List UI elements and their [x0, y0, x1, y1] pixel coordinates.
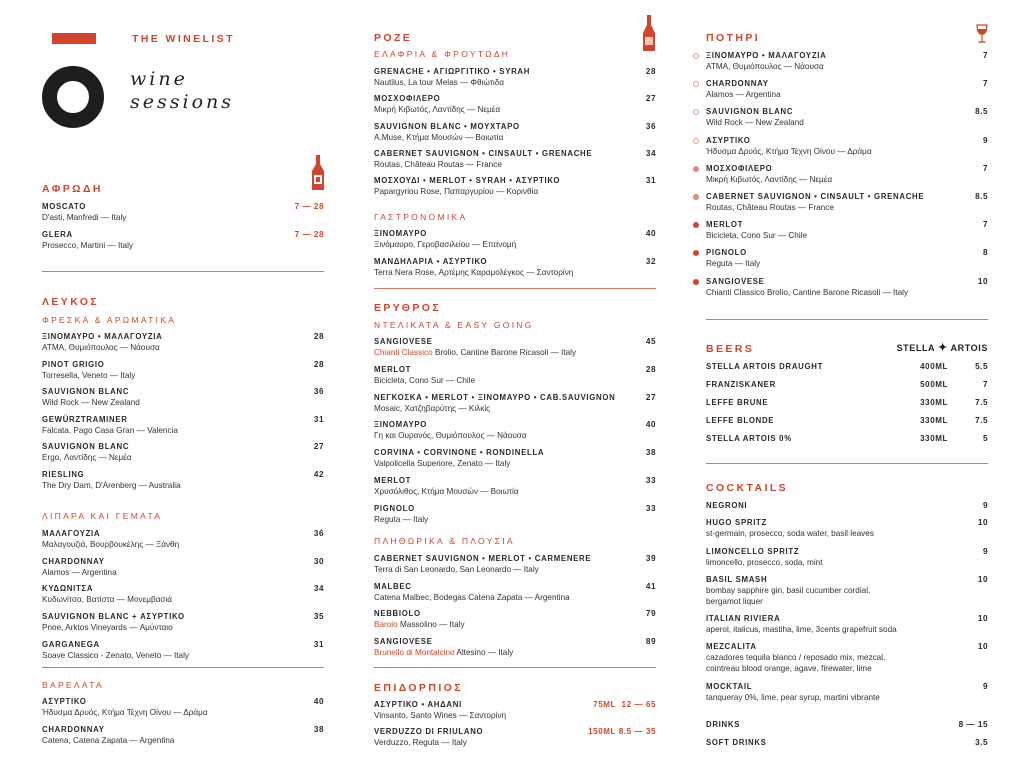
item-description: Falcata, Pago Casa Gran — Valencia	[42, 425, 178, 435]
item-description: Routas, Château Routas — France	[706, 203, 834, 212]
item-price: 27	[645, 94, 656, 104]
brand-logo-ring	[42, 66, 104, 128]
item-description: Μικρή Κιβωτός, Λαντίδης — Νεμέα	[374, 105, 501, 115]
item-name: ΚΥΔΩΝΙΤΣΑ	[42, 584, 94, 594]
menu-item	[42, 202, 324, 223]
menu-item	[706, 51, 988, 72]
menu-item	[374, 176, 656, 197]
item-description: aperol, italicus, mastiha, lime, 3cents grapefruit soda	[706, 625, 897, 634]
menu-item	[374, 476, 656, 497]
item-name: SAUVIGNON BLANC • ΜΟΥΧΤΑΡΟ	[374, 121, 520, 131]
item-description: A.Muse, Κτήμα Μουσών — Βοιωτία	[374, 132, 504, 142]
group-title-roze-gastro: ΓΑΣΤΡΟΝΟΜΙΚΑ	[374, 212, 468, 222]
group-title-lefkos-full: ΛΙΠΑΡΑ ΚΑΙ ΓΕΜΑΤΑ	[42, 511, 163, 521]
item-description: D'asti, Manfredi — Italy	[42, 213, 127, 222]
glass-dot-icon	[693, 222, 699, 228]
glass-dot-icon	[693, 279, 699, 285]
item-price: 7.5	[975, 416, 988, 425]
item-name: CORVINA • CORVINONE • RONDINELLA	[374, 448, 545, 458]
star-icon: ✦	[937, 342, 948, 354]
divider	[706, 463, 988, 464]
item-description: bombay sapphire gin, basil cucumber cordial,	[706, 586, 871, 595]
menu-item	[42, 557, 324, 578]
rose-bottle-icon	[642, 15, 656, 52]
glass-dot-icon	[693, 138, 699, 144]
item-name: ΑΣΥΡΤΙΚΟ • ΑΗΔΑΝΙ	[374, 700, 462, 709]
item-description: Terra Nera Rose, Αρτέμης Καραμολέγκος — Σαντορίνη	[374, 267, 574, 277]
menu-item	[706, 501, 988, 511]
item-name: NEBBIOLO	[374, 609, 421, 619]
menu-item	[706, 614, 988, 635]
item-price: 10	[977, 276, 988, 286]
column-1	[42, 0, 324, 780]
item-price: 40	[313, 697, 324, 706]
item-price: 33	[645, 503, 656, 513]
item-name: ΜΑΝΔΗΛΑΡΙΑ • ΑΣΥΡΤΙΚΟ	[374, 256, 488, 266]
group-title-lefkos-barrel: ΒΑΡΕΛΑΤΑ	[42, 680, 105, 690]
item-name: LIMONCELLO SPRITZ	[706, 547, 800, 556]
item-name: STELLA ARTOIS DRAUGHT	[706, 362, 824, 371]
menu-item	[706, 220, 988, 241]
item-description: Ξινόμαυρο, Γεροβασιλείου — Επανομή	[374, 240, 517, 249]
item-name: ΝΕΓΚΟΣΚΑ • MERLOT • ΞΙΝΟΜΑΥΡΟ • CAB.SAUVIGNON	[374, 392, 616, 402]
menu-item	[706, 380, 988, 390]
group-title-erythros-easy: ΝΤΕΛΙΚΑΤΑ & EASY GOING	[374, 320, 534, 330]
menu-item	[706, 248, 988, 269]
section-title-potiri: ΠΟΤΗΡΙ	[706, 32, 761, 44]
item-description: ΑΤΜΑ, Θυμιόπουλος — Νάουσα	[42, 343, 160, 352]
item-price: 28	[313, 332, 324, 341]
brand-logo-text-2: sessions	[130, 91, 234, 113]
item-description: Papargyriou Rose, Παπαργυρίου — Κορινθία	[374, 187, 539, 197]
item-price: 28	[645, 364, 656, 374]
menu-item	[42, 470, 324, 491]
item-description-text: Massolino — Italy	[399, 620, 465, 630]
glass-dot-icon	[693, 53, 699, 59]
item-price: 7	[982, 51, 988, 60]
menu-item	[374, 122, 656, 143]
menu-item	[42, 640, 324, 661]
item-name: DRINKS	[706, 720, 741, 729]
item-appellation: Barolo	[374, 620, 398, 630]
menu-item	[374, 727, 656, 748]
menu-item	[42, 442, 324, 463]
menu-item	[42, 415, 324, 436]
menu-item	[706, 434, 988, 444]
item-name: ΑΣΥΡΤΙΚΟ	[42, 697, 87, 706]
item-name: GARGANEGA	[42, 639, 100, 649]
menu-item	[374, 609, 656, 630]
item-price: 38	[645, 448, 656, 458]
item-description: Μικρή Κιβωτός, Λαντίδης — Νεμέα	[706, 174, 833, 184]
item-description-text: Altesino — Italy	[456, 647, 514, 657]
divider	[42, 667, 324, 668]
item-description: Bicicleta, Cono Sur — Chile	[706, 231, 808, 241]
menu-item	[706, 107, 988, 128]
item-description: Κυδωνίτσα, Βατίστα — Μονεμβασιά	[42, 595, 173, 605]
item-description	[374, 347, 656, 358]
item-price: 8 — 15	[958, 720, 988, 729]
menu-item	[42, 230, 324, 251]
item-name: ΞΙΝΟΜΑΥΡΟ • ΜΑΛΑΓΟΥΖΙΑ	[706, 51, 827, 60]
brand-title: THE WINELIST	[132, 33, 235, 45]
item-name: ΞΙΝΟΜΑΥΡΟ	[374, 229, 428, 238]
menu-item	[374, 94, 656, 115]
menu-item	[42, 529, 324, 550]
item-price: 7 — 28	[294, 202, 324, 211]
item-price: 34	[313, 584, 324, 594]
item-name: CHARDONNAY	[706, 79, 769, 89]
item-price: 5.5	[975, 362, 988, 371]
item-price: 36	[313, 529, 324, 538]
item-name: VERDUZZO DI FRIULANO	[374, 727, 484, 736]
item-description: Wild Rock — New Zealand	[42, 398, 140, 408]
item-description: Soave Classico - Zenato, Veneto — Italy	[42, 650, 189, 660]
item-price: 40	[645, 229, 656, 238]
item-price: 40	[645, 420, 656, 430]
item-description: Wild Rock — New Zealand	[706, 118, 804, 128]
item-description: Pnoe, Arktos Vineyards — Αμύνταιο	[42, 623, 173, 633]
menu-item	[42, 360, 324, 381]
item-name: GEWÜRZTRAMINER	[42, 414, 128, 424]
menu-item	[374, 67, 656, 88]
menu-item	[706, 682, 988, 703]
item-description	[374, 619, 656, 630]
section-title-roze: ΡΟΖΕ	[374, 32, 413, 44]
item-description	[374, 647, 656, 658]
divider	[374, 667, 656, 668]
menu-item	[706, 547, 988, 568]
item-description: Valpolicella Superiore, Zenato — Italy	[374, 459, 511, 469]
menu-item	[374, 554, 656, 575]
item-price: 89	[645, 636, 656, 646]
item-price: 27	[645, 392, 656, 402]
item-description: Alamos — Argentina	[42, 567, 117, 577]
item-name: ΑΣΥΡΤΙΚΟ	[706, 135, 751, 145]
item-name: CHARDONNAY	[42, 556, 105, 566]
item-name: MERLOT	[374, 476, 412, 485]
item-price: 79	[645, 609, 656, 619]
item-volume: 150ML	[588, 727, 616, 736]
item-description: Χρυσόλιθος, Κτήμα Μουσών — Βοιωτία	[374, 487, 519, 496]
menu-item	[706, 575, 988, 607]
item-name: SAUVIGNON BLANC	[706, 107, 794, 117]
item-volume: 75ML	[593, 700, 616, 709]
item-volume: 330ML	[920, 416, 948, 425]
item-description: Ήδυσμα Δρυός, Κτήμα Τέχνη Οίνου — Δράμα	[42, 708, 208, 717]
menu-item	[706, 192, 988, 213]
section-title-epidorpios: ΕΠΙΔΟΡΠΙΟΣ	[374, 682, 463, 694]
item-price: 45	[645, 337, 656, 346]
menu-item	[374, 337, 656, 358]
menu-item	[374, 582, 656, 603]
item-name: MOCKTAIL	[706, 682, 753, 691]
item-price: 9	[982, 501, 988, 510]
menu-item	[42, 697, 324, 718]
menu-item	[42, 725, 324, 746]
item-price: 28	[313, 359, 324, 369]
item-name: ΜΟΣΧΟΦΙΛΕΡΟ	[706, 163, 773, 173]
item-name: CHARDONNAY	[42, 725, 105, 734]
item-appellation: Chianti Classico	[374, 348, 433, 357]
item-price: 32	[645, 256, 656, 266]
item-name: GLERA	[42, 230, 73, 239]
item-description-line2: cointreau blood orange, agave, firewater, lime	[706, 664, 872, 673]
glass-dot-icon	[693, 250, 699, 256]
item-price: 39	[645, 554, 656, 563]
item-price: 8.5	[975, 192, 988, 201]
item-volume: 500ML	[920, 380, 948, 389]
item-description-line2: bergamot liquer	[706, 597, 763, 606]
menu-item	[374, 700, 656, 721]
item-description: Ήδυσμα Δρυός, Κτήμα Τέχνη Οίνου — Δράμα	[706, 146, 872, 156]
menu-item	[42, 612, 324, 633]
item-name: SOFT DRINKS	[706, 738, 767, 747]
item-name: BASIL SMASH	[706, 575, 768, 584]
item-price: 36	[313, 387, 324, 397]
item-name: PIGNOLO	[706, 248, 747, 258]
item-description: Verduzzo, Reguta — Italy	[374, 738, 467, 747]
item-name: SANGIOVESE	[706, 276, 765, 286]
item-price: 7	[982, 220, 988, 230]
item-description: limoncello, prosecco, soda, mint	[706, 558, 823, 567]
divider	[42, 271, 324, 272]
item-description: Ergo, Λαντίδης — Νεμέα	[42, 453, 132, 463]
item-price: 31	[313, 639, 324, 649]
group-title-roze-light: ΕΛΑΦΡΙΑ & ΦΡΟΥΤΩΔΗ	[374, 49, 511, 59]
item-price: 10	[977, 642, 988, 651]
glass-dot-icon	[693, 166, 699, 172]
item-price: 9	[982, 547, 988, 556]
item-description: Alamos — Argentina	[706, 90, 781, 100]
item-price: 9	[982, 135, 988, 145]
menu-item	[706, 518, 988, 539]
column-2	[374, 0, 656, 780]
item-name: SAUVIGNON BLANC + ΑΣΥΡΤΙΚΟ	[42, 612, 185, 622]
item-name: MALBEC	[374, 581, 412, 591]
item-price: 10	[977, 614, 988, 623]
logo-word-stella: STELLA	[896, 343, 935, 353]
item-price: 8.5	[975, 107, 988, 117]
item-name: CABERNET SAUVIGNON • CINSAULT • GRENACHE	[374, 148, 593, 158]
menu-item	[706, 362, 988, 372]
menu-item	[42, 387, 324, 408]
item-description: Routas, Château Routas — France	[374, 159, 502, 169]
sparkling-bottle-icon	[311, 155, 325, 191]
menu-item	[42, 584, 324, 605]
item-description: Prosecco, Martini — Italy	[42, 241, 133, 250]
menu-item	[706, 164, 988, 185]
item-name: HUGO SPRITZ	[706, 518, 767, 527]
item-price: 27	[313, 442, 324, 452]
item-description: Γη και Ουρανός, Θυμιόπουλος — Νάουσα	[374, 431, 527, 441]
divider	[706, 319, 988, 320]
item-price: 42	[313, 470, 324, 479]
stella-artois-logo	[897, 341, 988, 354]
item-appellation: Brunello di Montalcino	[374, 647, 455, 657]
menu-item	[706, 79, 988, 100]
menu-item	[374, 229, 656, 250]
item-description: Nautilus, La tour Melas — Φθιώτιδα	[374, 78, 504, 87]
item-price: 10	[977, 518, 988, 527]
item-price: 9	[982, 682, 988, 691]
group-title-erythros-rich: ΠΛΗΘΩΡΙΚΑ & ΠΛΟΥΣΙΑ	[374, 536, 515, 546]
glass-dot-icon	[693, 81, 699, 87]
group-title-lefkos-fresh: ΦΡΕΣΚΑ & ΑΡΩΜΑΤΙΚΑ	[42, 315, 177, 325]
item-description: ΑΤΜΑ, Θυμιόπουλος — Νάουσα	[706, 62, 824, 71]
item-description: Reguta — Italy	[374, 514, 429, 524]
menu-item	[706, 720, 988, 730]
item-description: Bicicleta, Cono Sur — Chile	[374, 375, 476, 385]
item-price: 41	[645, 581, 656, 591]
menu-item	[374, 149, 656, 170]
item-name: CABERNET SAUVIGNON • MERLOT • CARMENERE	[374, 554, 592, 563]
logo-word-artois: ARTOIS	[950, 343, 988, 353]
item-name: CABERNET SAUVIGNON • CINSAULT • GRENACHE	[706, 192, 925, 201]
wine-glass-icon	[975, 24, 989, 44]
item-description: Terra di San Leonardo, San Leonardo — Italy	[374, 565, 539, 574]
item-price: 10	[977, 575, 988, 584]
menu-item	[706, 416, 988, 426]
item-price: 31	[645, 176, 656, 186]
menu-item	[706, 738, 988, 748]
item-name: FRANZISKANER	[706, 380, 776, 389]
item-description: The Dry Dam, D'Arenberg — Australia	[42, 481, 181, 490]
item-name: PINOT GRIGIO	[42, 359, 105, 369]
menu-item	[374, 504, 656, 525]
item-description: Mosaic, Χατζηβαρύτης — Κιλκίς	[374, 403, 491, 413]
item-price: 7	[982, 163, 988, 173]
item-price: 35	[313, 612, 324, 622]
brand-bar	[52, 33, 96, 44]
section-title-beers: BEERS	[706, 343, 755, 355]
item-volume: 400ML	[920, 362, 948, 371]
item-name: MEZCALITA	[706, 642, 757, 651]
section-title-afrodi: ΑΦΡΩΔΗ	[42, 183, 103, 195]
item-name: MERLOT	[374, 364, 412, 374]
item-price: 8	[982, 248, 988, 258]
section-title-cocktails: COCKTAILS	[706, 482, 789, 494]
column-3	[706, 0, 988, 780]
item-name: NEGRONI	[706, 501, 748, 510]
item-price: 34	[645, 148, 656, 158]
item-name: RIESLING	[42, 470, 85, 479]
menu-item	[374, 365, 656, 386]
item-name: STELLA ARTOIS 0%	[706, 434, 792, 443]
item-price: 7 — 28	[294, 230, 324, 239]
item-price: 31	[313, 414, 324, 424]
menu-item	[42, 332, 324, 353]
item-name: LEFFE BLONDE	[706, 416, 775, 425]
menu-item	[374, 637, 656, 658]
menu-item	[706, 136, 988, 157]
item-name: GRENACHE • ΑΓΙΩΡΓΙΤΙΚΟ • SYRAH	[374, 67, 531, 76]
menu-item	[374, 393, 656, 414]
item-price: 12 — 65	[621, 700, 656, 709]
item-price: 8.5 — 35	[618, 727, 656, 736]
item-price: 36	[645, 121, 656, 131]
item-name: MOSCATO	[42, 202, 87, 211]
item-description: tanqueray 0%, lime, pear syrup, martini vibrante	[706, 693, 880, 702]
item-price: 28	[645, 67, 656, 76]
item-price: 7.5	[975, 398, 988, 407]
item-description: st-germain, prosecco, soda water, basil leaves	[706, 529, 874, 538]
item-description-text: Brolio, Cantine Barone Ricasoli — Italy	[434, 348, 577, 357]
brand-logo-text-1: wine	[130, 68, 188, 90]
item-description: Vinsanto, Santo Wines — Σαντορίνη	[374, 711, 507, 720]
item-name: ΜΟΣΧΟΥΔΙ • MERLOT • SYRAH • ΑΣΥΡΤΙΚΟ	[374, 176, 561, 186]
item-name: ITALIAN RIVIERA	[706, 614, 781, 623]
item-description: Μαλαγουζιά, Βουρβουκέλης — Ξάνθη	[42, 540, 180, 549]
menu-item	[374, 257, 656, 278]
item-name: LEFFE BRUNE	[706, 398, 769, 407]
item-price: 7	[982, 79, 988, 89]
menu-item	[706, 277, 988, 298]
item-price: 38	[313, 725, 324, 734]
menu-item	[706, 642, 988, 674]
item-description: Reguta — Italy	[706, 259, 761, 269]
menu-item	[374, 420, 656, 441]
item-description: Torresella, Veneto — Italy	[42, 370, 136, 380]
item-name: ΞΙΝΟΜΑΥΡΟ	[374, 420, 428, 430]
item-name: ΜΟΣΧΟΦΙΛΕΡΟ	[374, 94, 441, 104]
section-title-lefkos: ΛΕΥΚΟΣ	[42, 296, 99, 308]
item-name: ΞΙΝΟΜΑΥΡΟ • ΜΑΛΑΓΟΥΖΙΑ	[42, 332, 163, 341]
menu-item	[374, 448, 656, 469]
item-name: MERLOT	[706, 220, 744, 230]
item-description: Catena Malbec, Bodegas Catena Zapata — Argentina	[374, 592, 570, 602]
item-name: ΜΑΛΑΓΟΥΖΙΑ	[42, 529, 101, 538]
menu-item	[706, 398, 988, 408]
divider	[374, 288, 656, 289]
item-name: SAUVIGNON BLANC	[42, 387, 130, 397]
item-description: cazadores tequila blanco / reposado mix, mezcal,	[706, 653, 886, 662]
item-name: SAUVIGNON BLANC	[42, 442, 130, 452]
item-price: 5	[982, 434, 988, 443]
item-price: 33	[645, 476, 656, 485]
item-name: SANGIOVESE	[374, 636, 433, 646]
section-title-erythros: ΕΡΥΘΡΟΣ	[374, 302, 442, 314]
glass-dot-icon	[693, 109, 699, 115]
item-name: PIGNOLO	[374, 503, 415, 513]
item-description: Chianti Classico Brolio, Cantine Barone Ricasoli — Italy	[706, 287, 909, 297]
item-volume: 330ML	[920, 434, 948, 443]
glass-dot-icon	[693, 194, 699, 200]
item-price: 3.5	[975, 738, 988, 747]
item-name: SANGIOVESE	[374, 337, 433, 346]
item-price: 30	[313, 556, 324, 566]
item-volume: 330ML	[920, 398, 948, 407]
item-description: Catena, Catena Zapata — Argentina	[42, 736, 175, 745]
item-price: 7	[982, 380, 988, 389]
